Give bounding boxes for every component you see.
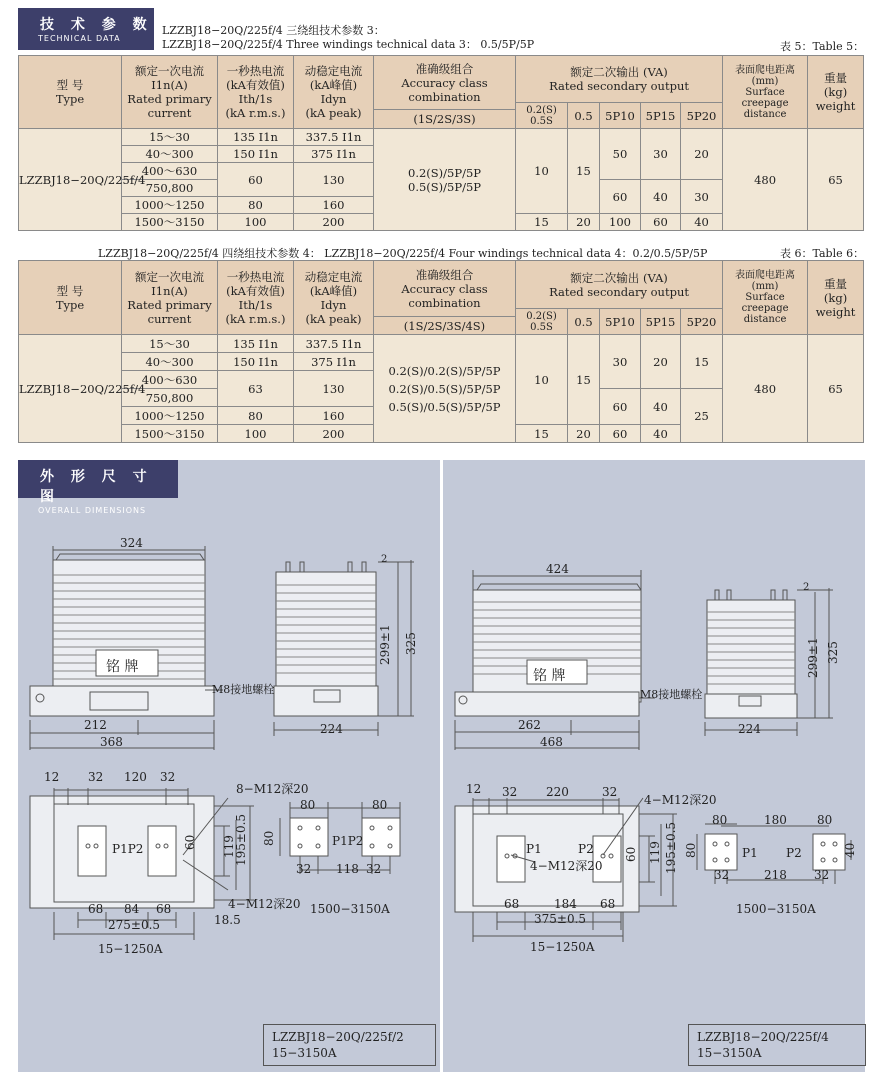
left-term-dim-2: 80 — [372, 798, 388, 812]
table5-title-cn: LZZBJ18−20Q/225f/4 三绕组技术参数 3： — [162, 24, 385, 37]
table-cell: 1000～1250 — [122, 407, 218, 425]
left-front-width: 324 — [120, 536, 143, 550]
right-term-range: 1500−3150A — [736, 902, 816, 916]
table-cell: 80 — [218, 407, 294, 425]
right-term-p2: P2 — [786, 846, 802, 860]
right-plan-hole-top: 4−M12深20 — [644, 793, 717, 807]
left-side-h1: 299±1 — [378, 624, 392, 665]
left-term-dim-1: 80 — [300, 798, 316, 812]
table6-title: LZZBJ18−20Q/225f/4 四绕组技术参数 4： LZZBJ18−20Q/225f/4 Four windings technical data 4：0.2/0.5/5P/5P — [98, 247, 708, 260]
right-term-bot-1: 32 — [714, 868, 730, 882]
left-plan-dim-4: 32 — [160, 770, 176, 784]
table-cell: 准确级组合 Accuracy class combination — [374, 261, 516, 317]
right-term-bot-3: 32 — [814, 868, 830, 882]
tech-header-cn: 技 术 参 数 — [40, 17, 153, 33]
right-plan-bottom-2: 184 — [554, 897, 577, 911]
left-model: LZZBJ18−20Q/225f/2 — [272, 1030, 404, 1044]
table-cell: 337.5 I1n — [294, 129, 374, 146]
right-model: LZZBJ18−20Q/225f/4 — [697, 1030, 829, 1044]
table-cell: 135 I1n — [218, 129, 294, 146]
table-cell: 一秒热电流 (kA有效值) Ith/1s (kA r.m.s.) — [218, 261, 294, 335]
table-cell: 375 I1n — [294, 353, 374, 371]
table5-label: 表 5：Table 5： — [780, 40, 865, 53]
table-cell: 60 — [600, 180, 641, 214]
table-cell: 1500～3150 — [122, 425, 218, 443]
right-plan-span: 375±0.5 — [534, 912, 587, 926]
right-plan-dim-1: 12 — [466, 782, 482, 796]
table-cell: 25 — [681, 389, 723, 443]
table-cell: 200 — [294, 214, 374, 231]
left-plan-hole-top: 8−M12深20 — [236, 782, 309, 796]
right-plan-dim-3: 220 — [546, 785, 569, 799]
right-plan-terminal: 60 — [624, 846, 638, 862]
dynamic-current-header: 动稳定电流 (kA峰值) Idyn (kA peak) — [294, 56, 374, 129]
right-side-top: 2 — [803, 582, 810, 593]
right-model-box — [688, 1024, 866, 1066]
table-cell: 0.2(S)/0.2(S)/5P/5P 0.2(S)/0.5(S)/5P/5P 0.5(S)/0.5(S)/5P/5P — [374, 335, 516, 443]
table-cell: 130 — [294, 371, 374, 407]
table-cell: 63 — [218, 371, 294, 407]
table-cell: 5P10 — [600, 103, 641, 129]
rated-current-header: 额定一次电流 I1n(A) Rated primary current — [122, 56, 218, 129]
left-model-box — [263, 1024, 436, 1066]
weight-header: 重量 (kg) weight — [808, 56, 864, 129]
table-cell: 30 — [641, 129, 681, 180]
table-cell: 20 — [681, 129, 723, 180]
left-model-range: 15−3150A — [272, 1046, 337, 1060]
table-cell: 480 — [723, 335, 808, 443]
table-cell: 160 — [294, 407, 374, 425]
table-cell: 5P10 — [600, 309, 641, 335]
table6 — [18, 260, 864, 443]
left-plan-hole-bot: 4−M12深20 — [228, 897, 301, 911]
left-plan-bottom-3: 68 — [156, 902, 172, 916]
table-cell: 15 — [516, 425, 568, 443]
left-plan-h1: 119 — [222, 835, 236, 858]
table-cell: 15 — [681, 335, 723, 389]
table-cell: 1500～3150 — [122, 214, 218, 231]
table-cell: 1000～1250 — [122, 197, 218, 214]
table-cell: 150 I1n — [218, 146, 294, 163]
right-term-bot-2: 218 — [764, 868, 787, 882]
table-cell: 10 — [516, 335, 568, 425]
left-ground-bolt: M8接地螺栓 — [212, 683, 275, 696]
left-base-left: 212 — [84, 718, 107, 732]
table-cell: 65 — [808, 129, 864, 231]
table-cell: 额定二次输出 (VA) Rated secondary output — [516, 261, 723, 309]
right-term-dim-1: 80 — [712, 813, 728, 827]
right-plan-h2: 195±0.5 — [664, 821, 678, 874]
table-cell: 135 I1n — [218, 335, 294, 353]
dim-header-cn: 外 形 尺 寸 图 — [40, 469, 153, 505]
table-cell: 750,800 — [122, 180, 218, 197]
table-cell: 5P15 — [641, 309, 681, 335]
right-side-h1: 299±1 — [806, 637, 820, 678]
left-base-total: 368 — [100, 735, 123, 749]
table5-title-en: LZZBJ18−20Q/225f/4 Three windings technical data 3： 0.5/5P/5P — [162, 38, 535, 51]
left-plan-range: 15−1250A — [98, 942, 163, 956]
table-cell: 表面爬电距离 (mm) Surface creepage distance — [723, 261, 808, 335]
table-cell: 20 — [641, 335, 681, 389]
table-cell: 750,800 — [122, 389, 218, 407]
right-term-dim-3: 80 — [817, 813, 833, 827]
table-cell: 400～630 — [122, 163, 218, 180]
table-cell: 30 — [600, 335, 641, 389]
right-side-width: 224 — [738, 722, 761, 736]
table-cell: 150 I1n — [218, 353, 294, 371]
table-cell: 375 I1n — [294, 146, 374, 163]
right-nameplate: 铭 牌 — [533, 668, 566, 684]
table-cell: 动稳定电流 (kA峰值) Idyn (kA peak) — [294, 261, 374, 335]
left-plan-bottom-2: 84 — [124, 902, 140, 916]
table-cell: 0.2(S) 0.5S — [516, 103, 568, 129]
right-plan-h1: 119 — [648, 841, 662, 864]
table-cell: 400～630 — [122, 371, 218, 389]
left-side-top: 2 — [381, 554, 388, 565]
table-cell: 100 — [218, 214, 294, 231]
left-term-bot-2: 118 — [336, 862, 359, 876]
technical-data-header — [18, 8, 154, 50]
table-cell: 15～30 — [122, 335, 218, 353]
table-cell: 60 — [600, 389, 641, 425]
table-cell: 40 — [641, 180, 681, 214]
left-plan-edge: 18.5 — [214, 913, 241, 927]
table-cell: 型 号 Type — [19, 261, 122, 335]
table-cell: 重量 (kg) weight — [808, 261, 864, 335]
left-term-bot-1: 32 — [296, 862, 312, 876]
right-model-range: 15−3150A — [697, 1046, 762, 1060]
table-cell: 40～300 — [122, 146, 218, 163]
dim-header-en: OVERALL DIMENSIONS — [38, 506, 147, 515]
right-plan-bottom-1: 68 — [504, 897, 520, 911]
table-cell: 40 — [641, 389, 681, 425]
table6-label: 表 6：Table 6： — [780, 247, 865, 260]
table-cell: 15 — [516, 214, 568, 231]
left-side-h2: 325 — [404, 632, 418, 655]
right-side-h2: 325 — [826, 641, 840, 664]
left-plan-dim-3: 120 — [124, 770, 147, 784]
left-side-width: 224 — [320, 722, 343, 736]
table5 — [18, 55, 864, 231]
table-cell: 20 — [568, 425, 600, 443]
table-cell: 20 — [568, 214, 600, 231]
table-cell: 0.2(S) 0.5S — [516, 309, 568, 335]
right-plan-p1: P1 — [526, 842, 542, 856]
table-cell: 60 — [641, 214, 681, 231]
table-cell: 15 — [568, 129, 600, 214]
accuracy-values: 0.2(S)/5P/5P 0.5(S)/5P/5P — [374, 129, 516, 231]
left-plan-dim-2: 32 — [88, 770, 104, 784]
table-cell: (1S/2S/3S) — [374, 110, 516, 129]
table-cell: 50 — [600, 129, 641, 180]
left-drawing — [18, 460, 440, 1072]
table-cell: 10 — [516, 129, 568, 214]
left-nameplate: 铭 牌 — [106, 659, 139, 675]
left-plan-h2: 195±0.5 — [234, 813, 248, 866]
table-cell: 15 — [568, 335, 600, 425]
table-cell: 60 — [218, 163, 294, 197]
right-front-width: 424 — [546, 562, 569, 576]
table-cell: 40 — [681, 214, 723, 231]
left-term-bot-3: 32 — [366, 862, 382, 876]
table-cell: 40 — [641, 425, 681, 443]
right-plan-hole-mid: 4−M12深20 — [530, 859, 603, 873]
left-plan-bottom-1: 68 — [88, 902, 104, 916]
left-term-range: 1500−3150A — [310, 902, 390, 916]
table-cell: 0.5 — [568, 103, 600, 129]
thermal-current-header: 一秒热电流 (kA有效值) Ith/1s (kA r.m.s.) — [218, 56, 294, 129]
table-cell: 130 — [294, 163, 374, 197]
table-cell: 337.5 I1n — [294, 335, 374, 353]
tech-header-en: TECHNICAL DATA — [38, 34, 121, 43]
right-plan-dim-2: 32 — [502, 785, 518, 799]
table-cell: 5P20 — [681, 103, 723, 129]
left-term-side: 80 — [262, 830, 276, 846]
right-drawing — [443, 460, 865, 1072]
table-cell: 100 — [600, 214, 641, 231]
table-cell: 480 — [723, 129, 808, 231]
table-cell: 5P15 — [641, 103, 681, 129]
table-cell: 100 — [218, 425, 294, 443]
table-cell: LZZBJ18−20Q/225f/4 — [19, 335, 122, 443]
left-plan-span: 275±0.5 — [108, 918, 161, 932]
table-cell: 200 — [294, 425, 374, 443]
right-plan-dim-4: 32 — [602, 785, 618, 799]
table-cell: 80 — [218, 197, 294, 214]
table-cell: 30 — [681, 180, 723, 214]
table-cell: 15～30 — [122, 129, 218, 146]
table-cell: 60 — [600, 425, 641, 443]
type-header: 型 号 Type — [19, 56, 122, 129]
right-term-side2: 40 — [843, 842, 857, 858]
accuracy-header: 准确级组合 Accuracy class combination — [374, 56, 516, 110]
right-plan-range: 15−1250A — [530, 940, 595, 954]
table-cell: 40～300 — [122, 353, 218, 371]
right-term-p1: P1 — [742, 846, 758, 860]
left-plan-dim-1: 12 — [44, 770, 60, 784]
table-cell: 160 — [294, 197, 374, 214]
table-cell: 5P20 — [681, 309, 723, 335]
left-term-p: P1P2 — [332, 834, 364, 848]
right-plan-p2: P2 — [578, 842, 594, 856]
right-base-total: 468 — [540, 735, 563, 749]
type-cell: LZZBJ18−20Q/225f/4 — [19, 129, 122, 231]
left-plan-terminal: 60 — [183, 834, 197, 850]
table-cell: 0.5 — [568, 309, 600, 335]
left-plan-p: P1P2 — [112, 842, 144, 856]
right-term-side: 80 — [684, 842, 698, 858]
creepage-header: 表面爬电距离 (mm) Surface creepage distance — [723, 56, 808, 129]
right-plan-bottom-3: 68 — [600, 897, 616, 911]
table-cell: (1S/2S/3S/4S) — [374, 317, 516, 335]
right-term-dim-2: 180 — [764, 813, 787, 827]
table-cell: 65 — [808, 335, 864, 443]
output-header: 额定二次输出 (VA) Rated secondary output — [516, 56, 723, 103]
right-ground-bolt: M8接地螺栓 — [640, 688, 703, 701]
right-base-left: 262 — [518, 718, 541, 732]
table-cell: 额定一次电流 I1n(A) Rated primary current — [122, 261, 218, 335]
